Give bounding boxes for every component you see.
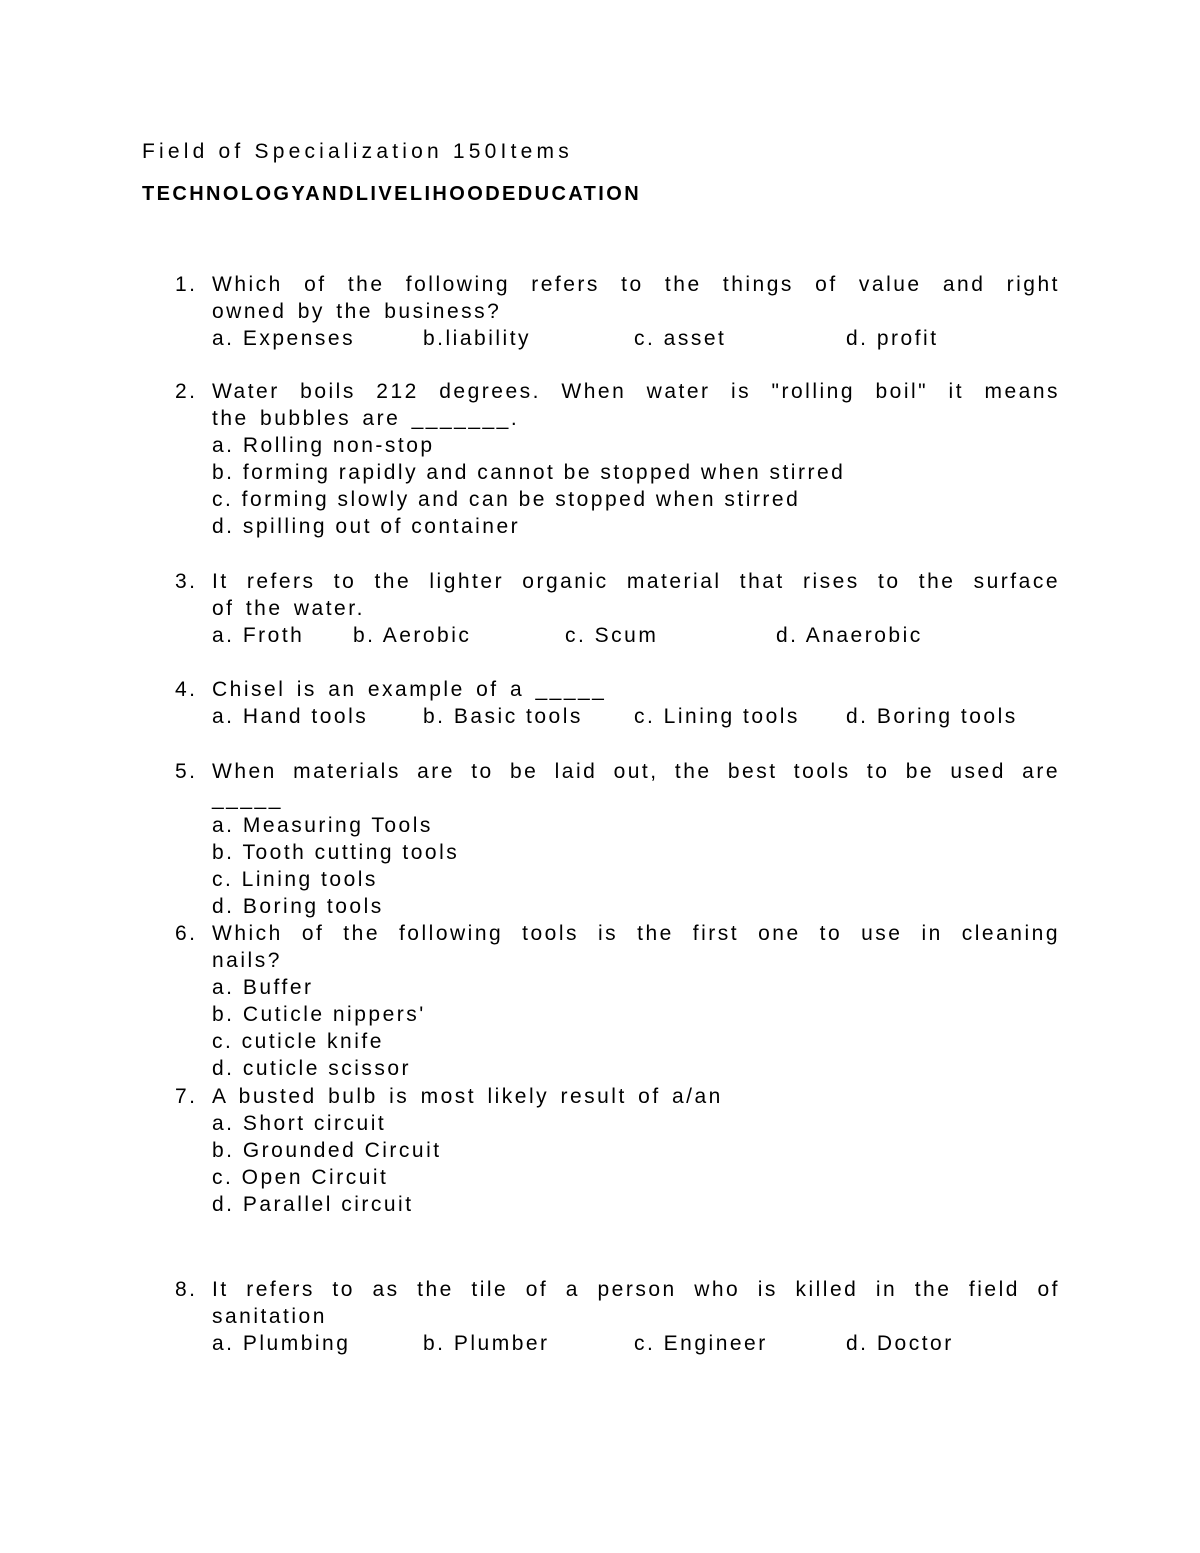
question-number: 2. xyxy=(175,380,198,403)
question-number: 7. xyxy=(175,1085,198,1108)
option-d: d. Parallel circuit xyxy=(212,1193,414,1216)
option-d: d. profit xyxy=(846,327,939,350)
question-7 xyxy=(175,1083,1060,1218)
option-c: c. Open Circuit xyxy=(212,1166,389,1189)
option-d: d. Anaerobic xyxy=(776,624,923,647)
question-text: Chisel is an example of a _____ xyxy=(212,678,607,701)
option-c: c. Lining tools xyxy=(634,705,800,728)
question-6 xyxy=(175,920,1060,1082)
question-text: A busted bulb is most likely result of a/an xyxy=(212,1085,723,1108)
option-a: a. Buffer xyxy=(212,976,314,999)
options-row xyxy=(212,622,1060,649)
question-text: Which of the following refers to the things of value and right xyxy=(212,273,1060,296)
question-4 xyxy=(175,676,1060,730)
question-2 xyxy=(175,378,1060,540)
question-text-continued: sanitation xyxy=(212,1305,327,1328)
question-number: 4. xyxy=(175,678,198,701)
question-text-continued: the bubbles are _______. xyxy=(212,407,520,430)
option-c: c. forming slowly and can be stopped when stirred xyxy=(212,488,801,511)
option-b: b. Aerobic xyxy=(353,624,472,647)
question-number: 3. xyxy=(175,570,198,593)
question-text-continued: owned by the business? xyxy=(212,300,502,323)
option-c: c. Lining tools xyxy=(212,868,378,891)
question-number: 5. xyxy=(175,760,198,783)
option-a: a. Rolling non-stop xyxy=(212,434,435,457)
question-text: It refers to the lighter organic material that rises to the surface xyxy=(212,570,1060,593)
option-d: d. spilling out of container xyxy=(212,515,521,538)
options-row xyxy=(212,325,1060,352)
subject-heading: TECHNOLOGYANDLIVELIHOODEDUCATION xyxy=(142,183,642,205)
question-text: It refers to as the tile of a person who is killed in the field of xyxy=(212,1278,1060,1301)
question-number: 8. xyxy=(175,1278,198,1301)
option-c: c. Scum xyxy=(565,624,659,647)
question-text-continued: of the water. xyxy=(212,597,365,620)
question-3 xyxy=(175,568,1060,649)
option-b: b. Tooth cutting tools xyxy=(212,841,460,864)
option-b: b. Basic tools xyxy=(423,705,583,728)
option-c: c. cuticle knife xyxy=(212,1030,384,1053)
option-b: b. Grounded Circuit xyxy=(212,1139,442,1162)
question-text-continued: nails? xyxy=(212,949,282,972)
document-title: Field of Specialization 150Items xyxy=(142,140,573,163)
option-a: a. Plumbing xyxy=(212,1332,351,1355)
answer-blank: _____ xyxy=(212,787,283,810)
question-number: 6. xyxy=(175,922,198,945)
options-row xyxy=(212,703,1060,730)
option-a: a. Hand tools xyxy=(212,705,369,728)
option-b: b.liability xyxy=(423,327,532,350)
option-c: c. Engineer xyxy=(634,1332,768,1355)
option-a: a. Measuring Tools xyxy=(212,814,433,837)
question-number: 1. xyxy=(175,273,198,296)
option-a: a. Froth xyxy=(212,624,305,647)
option-d: d. Boring tools xyxy=(846,705,1018,728)
options-row xyxy=(212,1330,1060,1357)
question-text: When materials are to be laid out, the best tools to be used are xyxy=(212,760,1060,783)
question-text: Which of the following tools is the first one to use in cleaning xyxy=(212,922,1060,945)
question-1 xyxy=(175,271,1060,352)
option-b: b. Plumber xyxy=(423,1332,550,1355)
option-b: b. forming rapidly and cannot be stopped when stirred xyxy=(212,461,846,484)
option-a: a. Short circuit xyxy=(212,1112,387,1135)
option-a: a. Expenses xyxy=(212,327,356,350)
option-b: b. Cuticle nippers' xyxy=(212,1003,426,1026)
question-text: Water boils 212 degrees. When water is "rolling boil" it means xyxy=(212,380,1060,403)
option-d: d. cuticle scissor xyxy=(212,1057,412,1080)
option-d: d. Boring tools xyxy=(212,895,384,918)
question-8 xyxy=(175,1276,1060,1357)
option-d: d. Doctor xyxy=(846,1332,954,1355)
option-c: c. asset xyxy=(634,327,727,350)
question-5 xyxy=(175,758,1060,920)
